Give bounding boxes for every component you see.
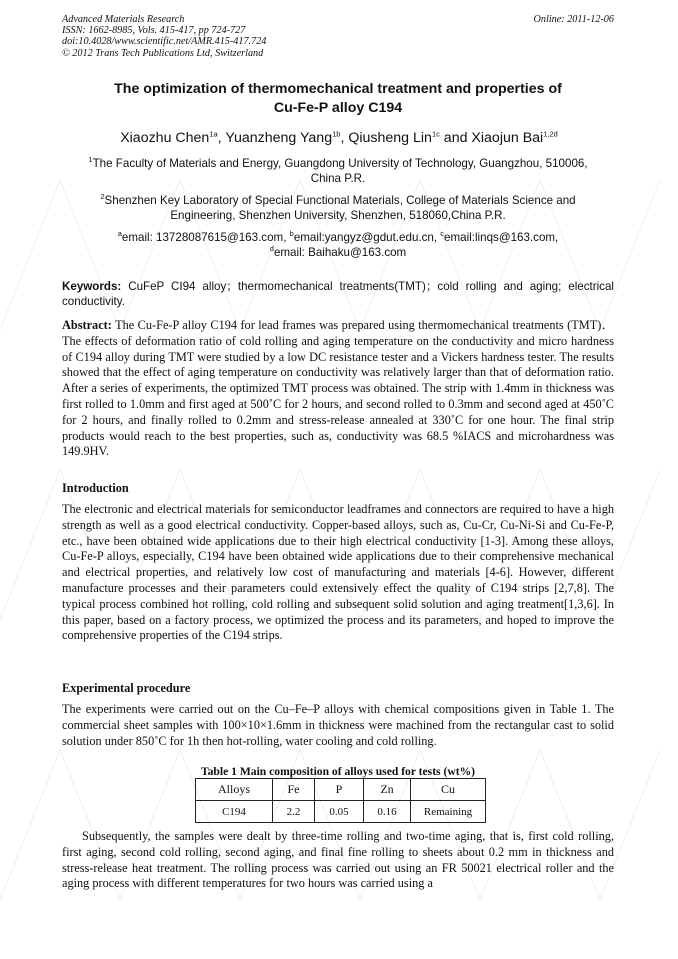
- experimental-paragraph: The experiments were carried out on the Cu–Fe–P alloys with chemical compositions given in Table 1. The commercial sheet samples with 100×10×1.6mm in thickness were machined from the rectangular cast to solid solution under 850˚C for 1h then hot-rolling, water cooling and cold rolling.: [62, 702, 614, 748]
- affiliation-2: [62, 194, 614, 223]
- introduction-paragraph: The electronic and electrical materials for semiconductor leadframes and connectors are required to have a high strength as well as a good electrical conductivity. Copper-based alloys, such as, Cu-Cr, Cu-Ni-Si and Cu-Fe-P, etc., have been obtained wide applications due to their high electrical conductivity [1-3]. Among these alloys, Cu-Fe-P alloys, especially, C194 have been obtained wide applications due to their comprehensive mechanical and electrical properties, and relatively low cost of manufacturing and materials [4-6]. However, different manufacture processes and their parameters could extensively effect the quality of C194 strips [2,7,8]. The typical process combined hot rolling, cold rolling and subsequent solid solution and aging treatment[1,3,6]. In this paper, based on a factory process, we optimized the process and its parameters, and hoped to improve the comprehensive properties of the C194 strips.: [62, 502, 614, 643]
- author-name: Yuanzheng Yang: [225, 130, 333, 146]
- abstract-text: The Cu-Fe-P alloy C194 for lead frames was prepared using thermomechanical treatments (TMT)．The effects of deformation ratio of cold rolling and aging temperature on the conductivity and micro hardness of C194 alloy during TMT were studied by a low DC resistance tester and a Vickers hardness tester. The results showed that the effect of aging temperature on conductivity was relatively larger than that of deformation ratio. After a series of experiments, the optimized TMT process was obtained. The strip with 1.4mm in thickness was first rolled to 1.0mm and first aged at 500˚C for 2 hours, and second rolled to 0.3mm and second aged at 450˚C for 2 hours, and finally rolled to 0.2mm and stress-release annealed at 330˚C for one hour. The final strip products would reach to the best properties, such as, conductivity was 68.5 %IACS and microhardness was 149.9HV.: [62, 318, 614, 459]
- author-separator: ,: [340, 130, 349, 146]
- table-row: [196, 801, 486, 823]
- keywords-label: Keywords:: [62, 280, 122, 293]
- table-header-cell: Fe: [273, 779, 315, 801]
- author-list: [40, 129, 638, 147]
- table-cell: Remaining: [411, 801, 486, 823]
- author-superscript: 1c: [431, 129, 440, 139]
- author-superscript: 1b: [332, 129, 341, 139]
- table-header-cell: Cu: [411, 779, 486, 801]
- author-name: Xiaozhu Chen: [120, 130, 210, 146]
- author-name: Xiaojun Bai: [471, 130, 544, 146]
- journal-name: Advanced Materials Research: [62, 14, 185, 25]
- author-separator: and: [439, 130, 472, 146]
- table-cell: 2.2: [273, 801, 315, 823]
- affiliation-superscript: 1: [88, 155, 93, 165]
- affiliation-1: [62, 157, 614, 186]
- email-address[interactable]: email: 13728087615@163.com,: [121, 231, 290, 244]
- doi-line: doi:10.4028/www.scientific.net/AMR.415-417.724: [62, 36, 267, 48]
- email-address[interactable]: email:linqs@163.com,: [444, 231, 559, 244]
- email-address[interactable]: email:yangyz@gdut.edu.cn,: [293, 231, 441, 244]
- issn-line: ISSN: 1662-8985, Vols. 415-417, pp 724-727: [62, 25, 246, 37]
- table-cell: C194: [196, 801, 273, 823]
- email-superscript: b: [289, 229, 294, 239]
- online-date: Online: 2011-12-06: [533, 14, 614, 25]
- table-header-cell: Alloys: [196, 779, 273, 801]
- copyright-line: © 2012 Trans Tech Publications Ltd, Switzerland: [62, 47, 264, 59]
- title-line-2: Cu-Fe-P alloy C194: [273, 100, 403, 116]
- abstract-paragraph: [62, 318, 614, 460]
- table-header-cell: P: [315, 779, 364, 801]
- paper-title: [62, 80, 614, 118]
- email-superscript: d: [269, 243, 274, 253]
- affiliation-text: China P.R.: [310, 171, 366, 185]
- table-caption: Table 1 Main composition of alloys used for tests (wt%): [200, 765, 476, 778]
- author-name: Qiusheng Lin: [348, 130, 432, 146]
- affiliation-text: Engineering, Shenzhen University, Shenzhen, 518060,China P.R.: [170, 208, 506, 222]
- email-superscript: a: [117, 229, 122, 239]
- composition-table: [195, 778, 486, 823]
- introduction-heading: Introduction: [62, 481, 129, 495]
- abstract-label: Abstract:: [62, 318, 112, 332]
- email-superscript: c: [440, 229, 445, 239]
- author-separator: ,: [217, 130, 226, 146]
- experimental-heading: Experimental procedure: [62, 681, 191, 695]
- journal-header: [62, 14, 266, 59]
- affiliation-text: The Faculty of Materials and Energy, Guangdong University of Technology, Guangzhou, 510006,: [92, 157, 588, 170]
- table-header-cell: Zn: [364, 779, 411, 801]
- keywords-paragraph: [62, 279, 614, 309]
- table-cell: 0.16: [364, 801, 411, 823]
- table-header-row: [196, 779, 486, 801]
- table-cell: 0.05: [315, 801, 364, 823]
- email-address[interactable]: email: Baihaku@163.com: [273, 245, 407, 259]
- author-emails: [62, 231, 614, 260]
- affiliation-superscript: 2: [100, 192, 105, 202]
- title-line-1: The optimization of thermomechanical treatment and properties of: [114, 81, 562, 97]
- author-superscript: 1a: [209, 129, 218, 139]
- author-superscript: 1,2d: [543, 129, 558, 139]
- affiliation-text: Shenzhen Key Laboratory of Special Functional Materials, College of Materials Science and: [104, 194, 576, 207]
- subsequent-paragraph: Subsequently, the samples were dealt by three-time rolling and two-time aging, that is, first cold rolling, first aging, second cold rolling, second aging, and final fine rolling to sheets about 0.2 mm in thickness and stress-release heat treatment. The rolling process was carried out using an FR 50021 electrical roller and the aging process with different temperatures for two hours was carried using a: [62, 829, 614, 891]
- keywords-text: CuFeP CI94 alloy；thermomechanical treatments(TMT)；cold rolling and aging; electrical conductivity.: [62, 280, 614, 308]
